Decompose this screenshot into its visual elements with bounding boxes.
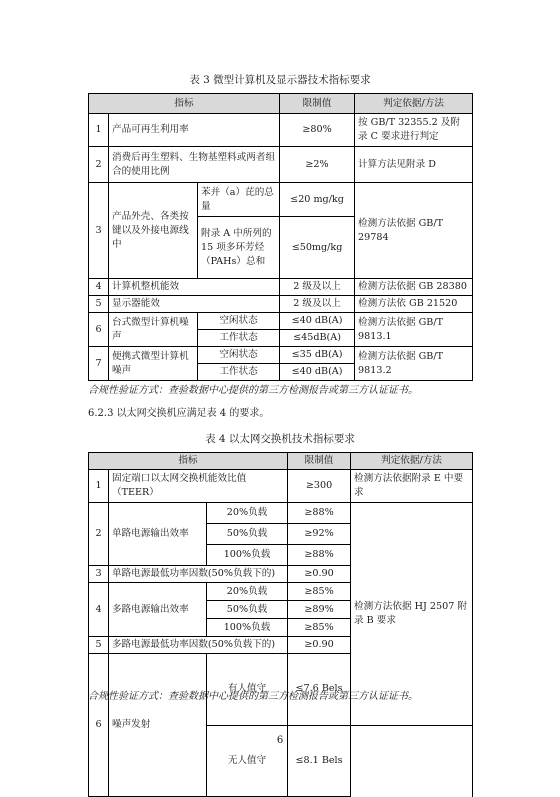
- limit-cell: ≥80%: [280, 114, 355, 147]
- method-cell: 按 GB/T 32355.2 及附录 C 要求进行判定: [355, 114, 473, 147]
- table-row: [89, 503, 473, 524]
- indicator-cell: 台式微型计算机噪声: [109, 313, 198, 347]
- sub-indicator-cell: 附录 A 中所列的 15 项多环芳烃（PAHs）总和: [198, 217, 280, 279]
- table-row: [89, 147, 473, 183]
- method-cell: 检测方法依据附录 E 中要求: [351, 470, 473, 503]
- method-cell: 检测方法依据 GB/T 9813.2: [355, 347, 473, 381]
- method-cell: 检测方法依据 GB 28380: [355, 279, 473, 296]
- indicator-cell: 多路电源输出效率: [109, 583, 207, 637]
- table4-header-indicator: 指标: [89, 453, 288, 470]
- limit-cell: ≥88%: [288, 545, 351, 566]
- row-number: 5: [89, 296, 109, 313]
- sub-indicator-cell: 有人值守: [207, 654, 288, 726]
- sub-indicator-cell: 无人值守: [207, 725, 288, 797]
- table3-header-indicator: 指标: [89, 94, 280, 114]
- table3-caption: 表 3 微型计算机及显示器技术指标要求: [189, 74, 371, 86]
- limit-cell: ≥0.90: [288, 566, 351, 583]
- indicator-cell: 便携式微型计算机噪声: [109, 347, 198, 381]
- table-row: [89, 183, 473, 217]
- table4-caption: 表 4 以太网交换机技术指标要求: [205, 433, 355, 445]
- limit-cell: ≥300: [288, 470, 351, 503]
- method-cell: 计算方法见附录 D: [355, 147, 473, 183]
- limit-cell: 2 级及以上: [280, 279, 355, 296]
- limit-cell: ≥2%: [280, 147, 355, 183]
- table3-header-limit: 限制值: [280, 94, 355, 114]
- row-number: 4: [89, 279, 109, 296]
- sub-indicator-cell: 20%负载: [207, 583, 288, 601]
- limit-cell: ≤7.6 Bels: [288, 654, 351, 726]
- limit-cell: ≤35 dB(A): [280, 347, 355, 364]
- table-row: [89, 114, 473, 147]
- table-row: [89, 313, 473, 330]
- indicator-cell: 产品可再生利用率: [109, 114, 280, 147]
- limit-cell: ≥85%: [288, 619, 351, 637]
- table3-compliance-note: 合规性验证方式：查验数据中心提供的第三方检测报告或第三方认证证书。: [88, 385, 418, 396]
- row-number: 1: [89, 470, 109, 503]
- sub-indicator-cell: 工作状态: [198, 364, 280, 381]
- indicator-cell: 多路电源最低功率因数(50%负载下的): [109, 637, 288, 654]
- limit-cell: ≥85%: [288, 583, 351, 601]
- row-number: 4: [89, 583, 109, 637]
- limit-cell: ≥0.90: [288, 637, 351, 654]
- indicator-cell: 噪声发射: [109, 654, 207, 797]
- sub-indicator-cell: 苯并（a）芘的总量: [198, 183, 280, 217]
- clause-6-2-3: 6.2.3 以太网交换机应满足表 4 的要求。: [88, 408, 270, 419]
- table4-header-method: 判定依据/方法: [351, 453, 473, 470]
- row-number: 2: [89, 503, 109, 566]
- indicator-cell: 单路电源最低功率因数(50%负载下的): [109, 566, 288, 583]
- row-number: 3: [89, 566, 109, 583]
- indicator-cell: 固定端口以太网交换机能效比值（TEER）: [109, 470, 288, 503]
- method-cell: 检测方法依据 HJ 2507 附录 B 要求: [351, 503, 473, 726]
- limit-cell: ≤40 dB(A): [280, 313, 355, 330]
- table3: [88, 93, 473, 381]
- row-number: 2: [89, 147, 109, 183]
- limit-cell: ≤45dB(A): [280, 330, 355, 347]
- limit-cell: ≤40 dB(A): [280, 364, 355, 381]
- method-cell: 检测方法依据 GB/T 9813.1: [355, 313, 473, 347]
- indicator-cell: 消费后再生塑料、生物基塑料或两者组合的使用比例: [109, 147, 280, 183]
- sub-indicator-cell: 100%负载: [207, 619, 288, 637]
- indicator-cell: 计算机整机能效: [109, 279, 280, 296]
- limit-cell: ≥92%: [288, 524, 351, 545]
- table4-header-limit: 限制值: [288, 453, 351, 470]
- limit-cell: ≤8.1 Bels: [288, 725, 351, 797]
- table-row: [89, 279, 473, 296]
- sub-indicator-cell: 工作状态: [198, 330, 280, 347]
- limit-cell: ≥89%: [288, 601, 351, 619]
- table3-header-method: 判定依据/方法: [355, 94, 473, 114]
- indicator-cell: 显示器能效: [109, 296, 280, 313]
- indicator-cell: 产品外壳、各类按键以及外接电源线中: [109, 183, 198, 279]
- row-number: 3: [89, 183, 109, 279]
- method-cell: 检测方法依据 GB/T 29784: [355, 183, 473, 279]
- limit-cell: 2 级及以上: [280, 296, 355, 313]
- sub-indicator-cell: 50%负载: [207, 524, 288, 545]
- row-number: 7: [89, 347, 109, 381]
- method-cell: 检测方法依 GB 21520: [355, 296, 473, 313]
- sub-indicator-cell: 空闲状态: [198, 347, 280, 364]
- table-row: [89, 470, 473, 503]
- sub-indicator-cell: 50%负载: [207, 601, 288, 619]
- row-number: 1: [89, 114, 109, 147]
- indicator-cell: 单路电源输出效率: [109, 503, 207, 566]
- table-row: [89, 296, 473, 313]
- limit-cell: ≥88%: [288, 503, 351, 524]
- page-number: 6: [276, 735, 284, 746]
- row-number: 5: [89, 637, 109, 654]
- row-number: 6: [89, 654, 109, 797]
- sub-indicator-cell: 空闲状态: [198, 313, 280, 330]
- sub-indicator-cell: 20%负载: [207, 503, 288, 524]
- limit-cell: ≤20 mg/kg: [280, 183, 355, 217]
- sub-indicator-cell: 100%负载: [207, 545, 288, 566]
- row-number: 6: [89, 313, 109, 347]
- table4-compliance-note: 合规性验证方式：查验数据中心提供的第三方检测报告或第三方认证证书。: [88, 691, 418, 702]
- limit-cell: ≤50mg/kg: [280, 217, 355, 279]
- table-row: [89, 347, 473, 364]
